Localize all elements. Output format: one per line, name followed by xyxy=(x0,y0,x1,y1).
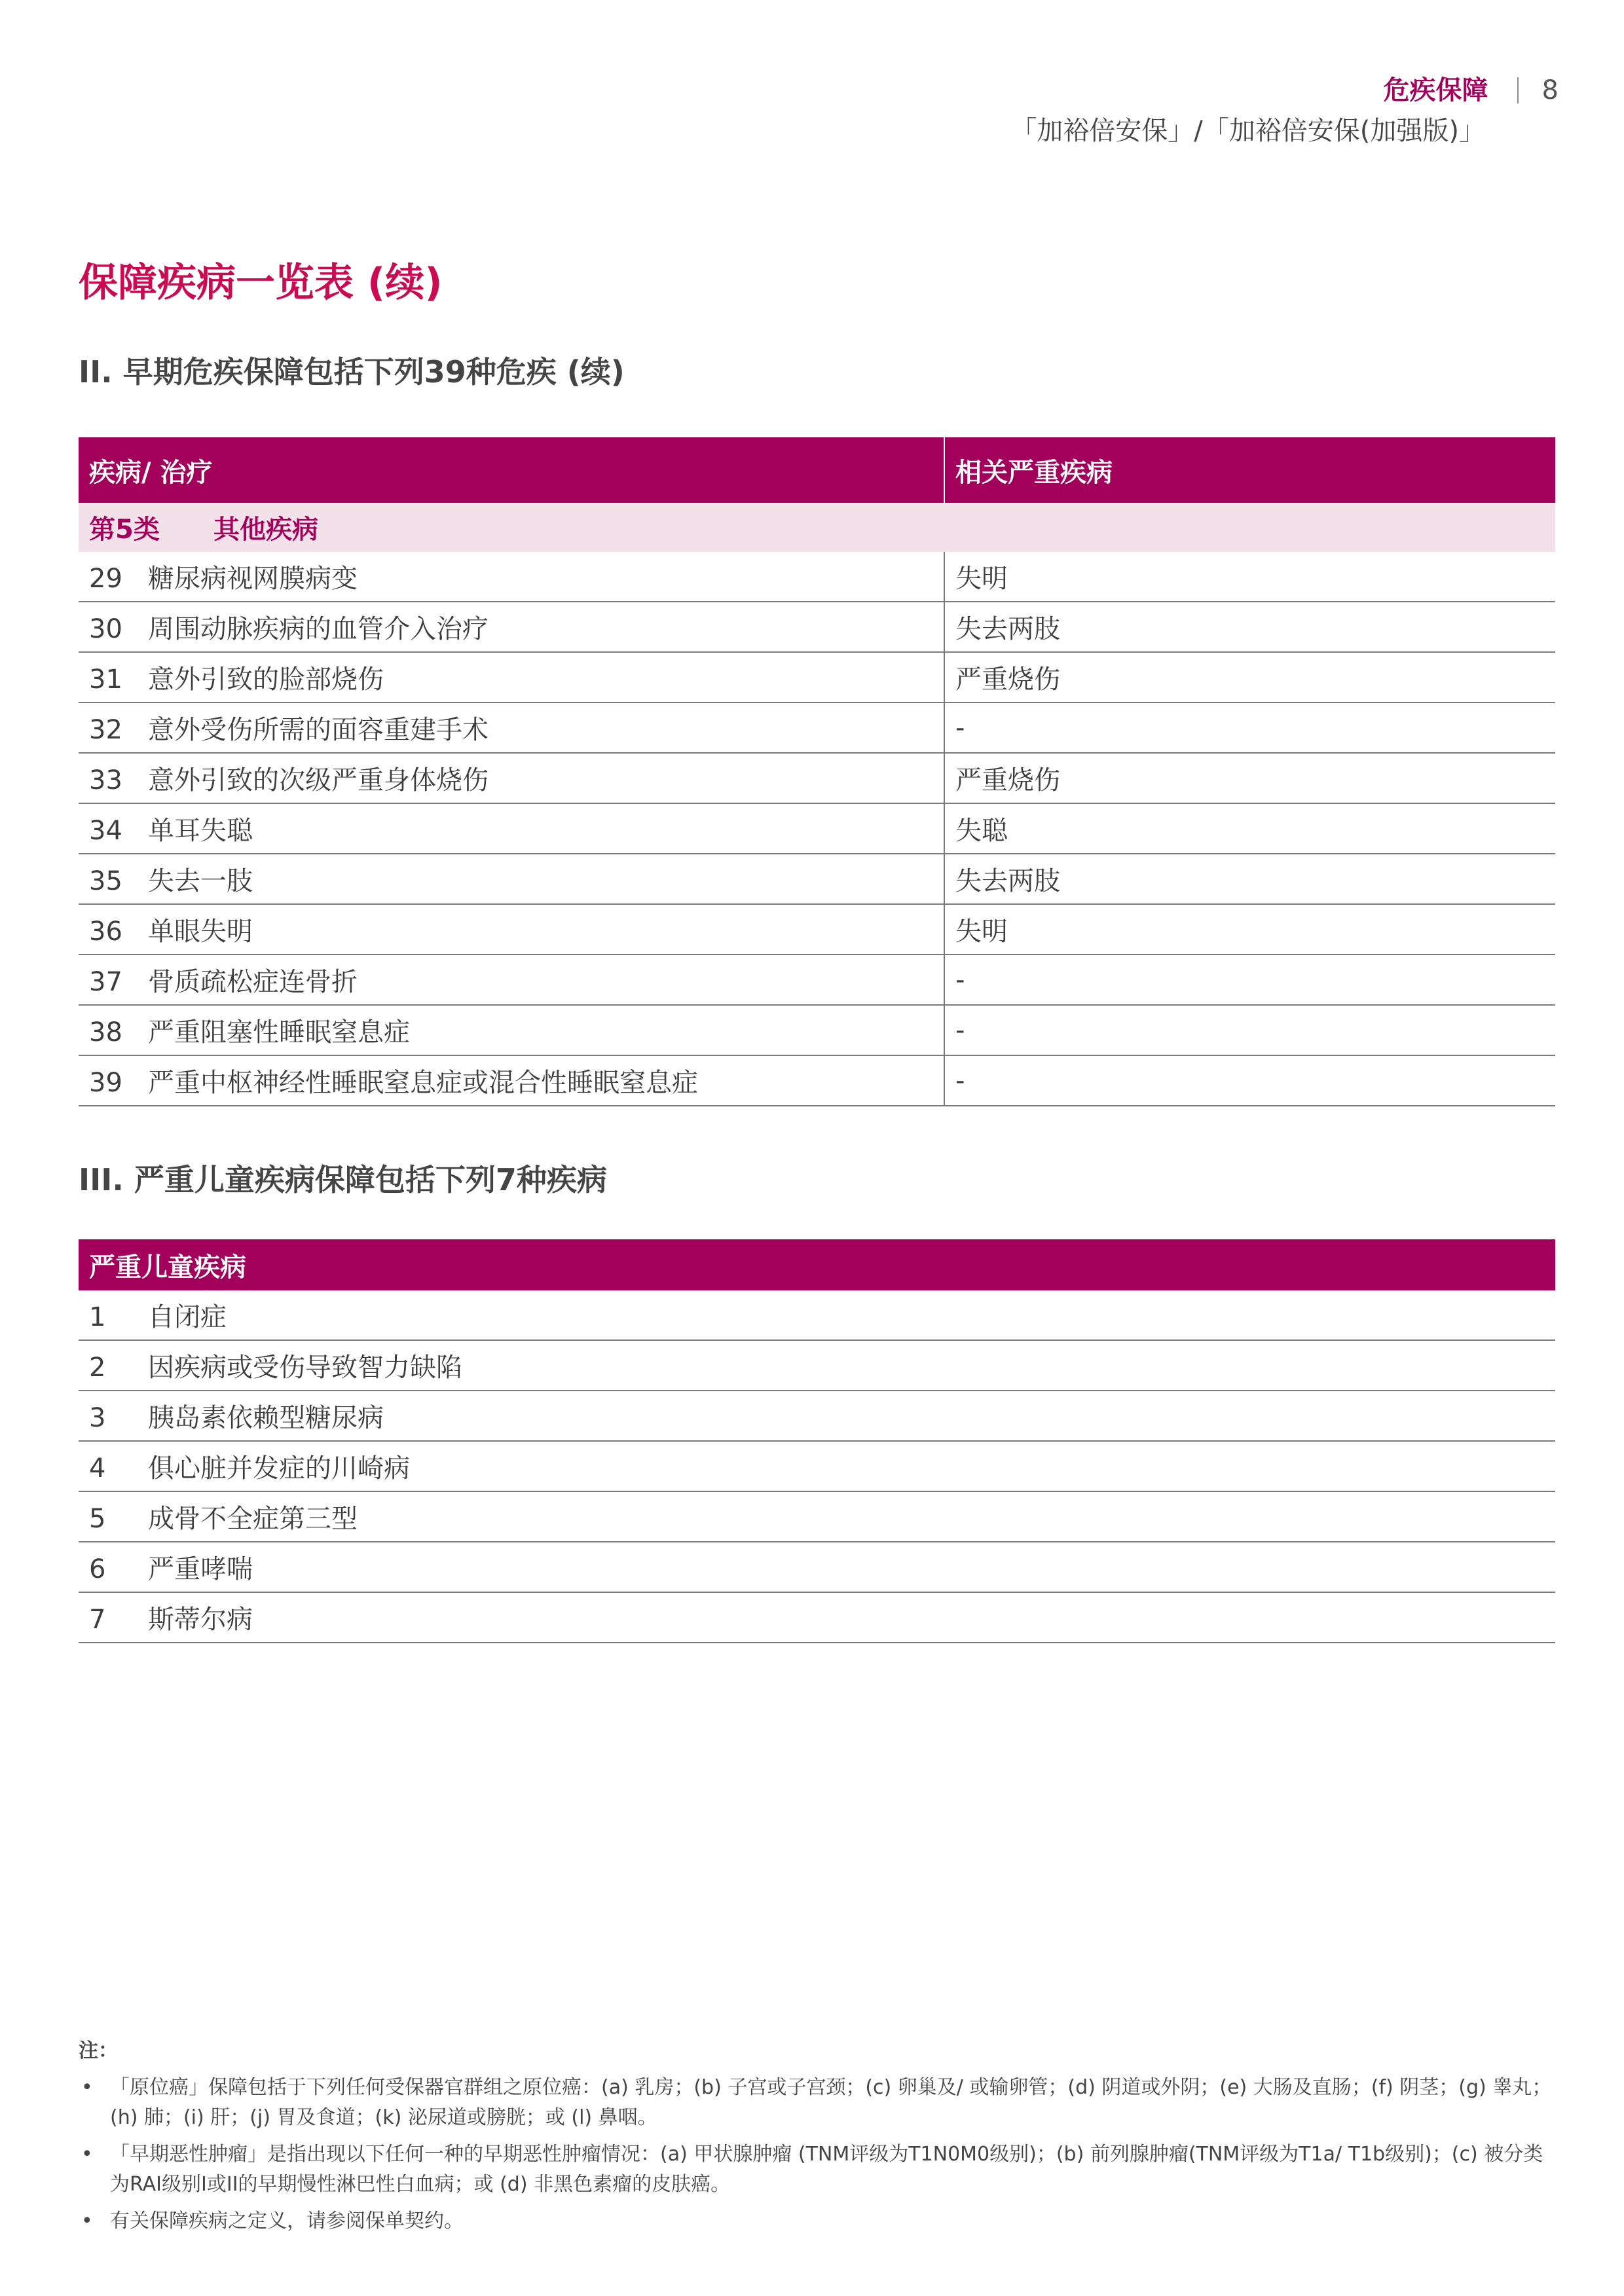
row-number: 4 xyxy=(89,1453,106,1484)
column-header-child-illness: 严重儿童疾病 xyxy=(79,1239,1555,1290)
row-number: 31 xyxy=(89,665,122,695)
category-name: 其他疾病 xyxy=(213,515,318,545)
child-illness-cell xyxy=(79,1340,1555,1391)
category-number: 第5类 xyxy=(89,515,160,545)
table-row xyxy=(79,955,1555,1005)
row-number: 2 xyxy=(89,1353,106,1383)
child-illness-cell xyxy=(79,1441,1555,1491)
table-row xyxy=(79,803,1555,854)
related-illness: 失去两肢 xyxy=(944,602,1555,652)
header-divider xyxy=(1517,77,1519,103)
related-illness: - xyxy=(944,1005,1555,1055)
child-illness-cell xyxy=(79,1391,1555,1441)
row-number: 6 xyxy=(89,1554,106,1584)
illness-cell xyxy=(79,904,944,955)
row-number: 7 xyxy=(89,1605,106,1635)
row-number: 35 xyxy=(89,866,122,896)
notes xyxy=(79,2036,1555,2243)
section-2-title: II. 早期危疾保障包括下列39种危疾 (续) xyxy=(79,354,625,390)
child-illness-name: 因疾病或受伤导致智力缺陷 xyxy=(148,1353,462,1383)
bullet-icon: • xyxy=(81,2076,93,2099)
illness-name: 周围动脉疾病的血管介入治疗 xyxy=(148,614,489,644)
related-illness: 严重烧伤 xyxy=(944,753,1555,803)
column-header-illness: 疾病/ 治疗 xyxy=(79,437,944,503)
illness-cell xyxy=(79,1055,944,1106)
illness-name: 意外受伤所需的面容重建手术 xyxy=(148,715,489,745)
category-row xyxy=(79,503,1555,552)
table-row xyxy=(79,904,1555,955)
related-illness: - xyxy=(944,702,1555,753)
related-illness: 严重烧伤 xyxy=(944,652,1555,702)
row-number: 3 xyxy=(89,1403,106,1433)
related-illness: 失聪 xyxy=(944,803,1555,854)
page-title: 保障疾病一览表 (续) xyxy=(79,260,443,306)
illness-cell xyxy=(79,854,944,904)
note-item xyxy=(79,2206,1555,2236)
illness-name: 骨质疏松症连骨折 xyxy=(148,967,358,997)
table-row xyxy=(79,1491,1555,1542)
table-row xyxy=(79,552,1555,602)
header-top-line xyxy=(1384,72,1559,109)
related-illness: - xyxy=(944,1055,1555,1106)
illness-name: 单眼失明 xyxy=(148,917,253,947)
column-header-related: 相关严重疾病 xyxy=(944,437,1555,503)
category-cell xyxy=(79,503,1555,552)
child-illness-cell xyxy=(79,1542,1555,1592)
child-illness-name: 成骨不全症第三型 xyxy=(148,1504,358,1534)
row-number: 37 xyxy=(89,967,122,997)
row-number: 32 xyxy=(89,715,122,745)
child-illness-name: 严重哮喘 xyxy=(148,1554,253,1584)
table-row xyxy=(79,1340,1555,1391)
row-number: 38 xyxy=(89,1017,122,1048)
early-illness-table xyxy=(79,437,1555,1106)
illness-cell xyxy=(79,702,944,753)
note-item xyxy=(79,2073,1555,2133)
note-text: 有关保障疾病之定义，请参阅保单契约。 xyxy=(110,2210,464,2232)
table-row xyxy=(79,854,1555,904)
bullet-icon: • xyxy=(81,2210,93,2232)
illness-name: 单耳失聪 xyxy=(148,816,253,846)
page-number: 8 xyxy=(1541,75,1559,105)
row-number: 33 xyxy=(89,765,122,795)
illness-cell xyxy=(79,652,944,702)
header-product-names: 「加裕倍安保」/「加裕倍安保(加强版)」 xyxy=(1010,116,1485,146)
table-row xyxy=(79,1005,1555,1055)
illness-name: 失去一肢 xyxy=(148,866,253,896)
section-3-title: III. 严重儿童疾病保障包括下列7种疾病 xyxy=(79,1162,607,1197)
child-illness-name: 胰岛素依赖型糖尿病 xyxy=(148,1403,384,1433)
row-number: 29 xyxy=(89,564,122,594)
table-row xyxy=(79,1441,1555,1491)
notes-label: 注： xyxy=(79,2039,118,2062)
illness-cell xyxy=(79,955,944,1005)
illness-cell xyxy=(79,1005,944,1055)
related-illness: 失去两肢 xyxy=(944,854,1555,904)
related-illness: - xyxy=(944,955,1555,1005)
illness-name: 意外引致的次级严重身体烧伤 xyxy=(148,765,489,795)
row-number: 34 xyxy=(89,816,122,846)
related-illness: 失明 xyxy=(944,552,1555,602)
table-row xyxy=(79,652,1555,702)
table-header-row xyxy=(79,437,1555,503)
child-illness-name: 斯蒂尔病 xyxy=(148,1605,253,1635)
illness-cell xyxy=(79,803,944,854)
row-number: 36 xyxy=(89,917,122,947)
table-row xyxy=(79,753,1555,803)
illness-cell xyxy=(79,753,944,803)
row-number: 39 xyxy=(89,1068,122,1098)
row-number: 30 xyxy=(89,614,122,644)
illness-name: 严重阻塞性睡眠窒息症 xyxy=(148,1017,410,1048)
table-row xyxy=(79,1391,1555,1441)
table-row xyxy=(79,702,1555,753)
bullet-icon: • xyxy=(81,2143,93,2166)
illness-cell xyxy=(79,602,944,652)
table-row xyxy=(79,602,1555,652)
related-illness: 失明 xyxy=(944,904,1555,955)
row-number: 1 xyxy=(89,1302,106,1332)
illness-name: 严重中枢神经性睡眠窒息症或混合性睡眠窒息症 xyxy=(148,1068,698,1098)
illness-name: 意外引致的脸部烧伤 xyxy=(148,665,384,695)
note-text: 「原位癌」保障包括于下列任何受保器官群组之原位癌：(a) 乳房；(b) 子宫或子宫颈；(c) 卵巢及/ 或输卵管；(d) 阴道或外阴；(e) 大肠及直肠；(f) 阴茎；(g) 睾丸；(h) 肺；(i) 肝；(j) 胃及食道；(k) 泌尿道或膀胱；或 (l) 鼻咽。 xyxy=(110,2076,1552,2129)
note-text: 「早期恶性肿瘤」是指出现以下任何一种的早期恶性肿瘤情况：(a) 甲状腺肿瘤 (TNM评级为T1N0M0级别)；(b) 前列腺肿瘤(TNM评级为T1a/ T1b级别)；(c) 被分类为RAI级别I或II的早期慢性淋巴性白血病；或 (d) 非黑色素瘤的皮肤癌。 xyxy=(110,2143,1543,2196)
child-illness-name: 自闭症 xyxy=(148,1302,227,1332)
child-illness-cell xyxy=(79,1491,1555,1542)
header-section-title: 危疾保障 xyxy=(1383,75,1488,105)
table-row xyxy=(79,1290,1555,1340)
child-illness-cell xyxy=(79,1592,1555,1643)
table-row xyxy=(79,1055,1555,1106)
table-row xyxy=(79,1592,1555,1643)
table-header-row xyxy=(79,1239,1555,1290)
table-row xyxy=(79,1542,1555,1592)
child-illness-name: 俱心脏并发症的川崎病 xyxy=(148,1453,410,1484)
illness-name: 糖尿病视网膜病变 xyxy=(148,564,358,594)
illness-cell xyxy=(79,552,944,602)
child-illness-table xyxy=(79,1239,1555,1643)
child-illness-cell xyxy=(79,1290,1555,1340)
notes-list xyxy=(79,2073,1555,2236)
note-item xyxy=(79,2140,1555,2200)
row-number: 5 xyxy=(89,1504,106,1534)
